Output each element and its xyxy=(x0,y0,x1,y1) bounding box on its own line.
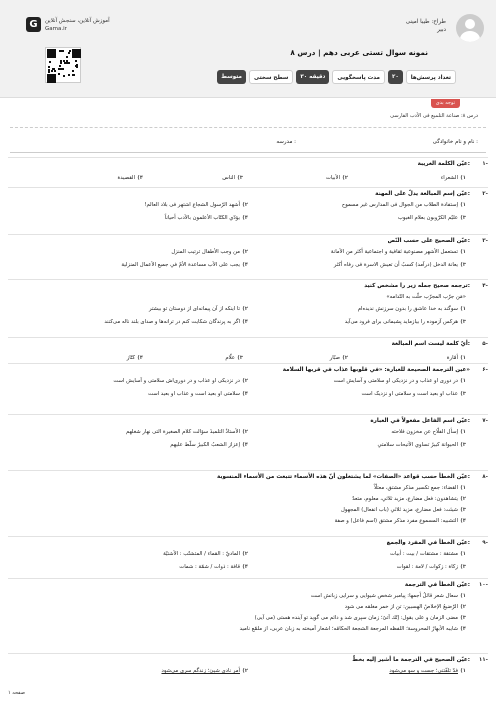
question-text: ترجمه صحیح جمله زیر را مشخص کنید: xyxy=(364,283,470,289)
answer-option[interactable] xyxy=(165,215,248,222)
question xyxy=(8,578,488,653)
option-text: إعزاز الشعبُ الکبيرُ سلّط عليهم xyxy=(170,442,240,448)
option-text: يجب على الأب مساعدة الأمّ في جميع الأعمال المنزلية xyxy=(121,262,240,268)
qr-module xyxy=(60,62,62,64)
option-number: ۳) xyxy=(460,391,466,397)
question-text: عيّن اسم الفاعل مفعولاً في العبارة: xyxy=(370,418,470,424)
designer-info xyxy=(406,18,446,34)
option-text: علّام xyxy=(225,355,235,361)
avatar xyxy=(456,14,484,42)
answer-option[interactable] xyxy=(447,355,466,362)
option-text: هرکس آزموده را بیازماید پشیمانی برای فرود می‌آید xyxy=(344,319,458,325)
brand-tagline: آموزش آنلاین، سنجش آنلاین xyxy=(45,18,110,24)
answer-option[interactable] xyxy=(104,319,248,326)
option-number: ۳) xyxy=(460,262,466,268)
answer-option[interactable] xyxy=(352,496,466,503)
answer-option[interactable] xyxy=(398,215,466,222)
option-text: عليّم الكرّوبون بعلام الغيوب xyxy=(397,215,458,221)
question-sentence: «مَن جرّب المجرّب حلّت به النّدامه» xyxy=(386,294,466,300)
answer-option[interactable] xyxy=(335,518,466,525)
option-number: ۱) xyxy=(460,355,466,361)
qr-module xyxy=(61,50,63,52)
option-text: سلامتی او بعید است و عذاب او بعید است xyxy=(148,391,240,397)
meta-label: مدت پاسخگویی xyxy=(332,70,385,84)
answer-option[interactable] xyxy=(148,391,248,398)
study-text: درس ۸: صناعة التلميع فی الأدب الفارسی xyxy=(390,113,478,119)
option-number: ۳) xyxy=(237,175,243,181)
answer-option[interactable] xyxy=(342,202,466,209)
option-number: ۴) xyxy=(242,564,248,570)
answer-option[interactable] xyxy=(334,378,466,385)
designer-name: طراح: طیبا امینی xyxy=(405,19,446,25)
option-number: ۱) xyxy=(460,378,466,384)
option-text: شيئت: فعل مضارع، مزيد ثلاثي (باب انفعال) المجهول xyxy=(341,507,458,513)
answer-option[interactable] xyxy=(163,551,248,558)
meta-value: متوسط xyxy=(217,70,246,84)
question-number: ۶- xyxy=(482,367,488,373)
qr-module xyxy=(69,50,71,52)
question-text: أيّ كلمة ليست اسم المبالغة: xyxy=(391,341,470,347)
meta-value: ۲۰ xyxy=(388,70,403,84)
answer-option[interactable] xyxy=(389,668,466,675)
option-number: ۲) xyxy=(242,249,248,255)
answer-option[interactable] xyxy=(222,175,243,182)
question xyxy=(8,157,488,187)
answer-option[interactable] xyxy=(127,355,143,362)
answer-option[interactable] xyxy=(390,551,466,558)
answer-option[interactable] xyxy=(225,355,243,362)
answer-option[interactable] xyxy=(171,249,248,256)
answer-option[interactable] xyxy=(144,202,248,209)
answer-option[interactable] xyxy=(117,175,143,182)
brand-site: Gama.ir xyxy=(45,26,67,32)
question-text: عيّن الصحيح على حسب النّص: xyxy=(387,238,470,244)
answer-option[interactable] xyxy=(113,378,248,385)
option-number: ۱) xyxy=(460,551,466,557)
option-number: ۱) xyxy=(460,202,466,208)
qr-module xyxy=(68,52,70,54)
question xyxy=(8,414,488,470)
qr-finder xyxy=(72,49,81,58)
option-number: ۲) xyxy=(460,604,466,610)
qr-module xyxy=(48,66,50,68)
option-text: سوگند به خدا عاشق را بدون سرزنش ندیده‌ام xyxy=(357,306,458,312)
option-number: ۳) xyxy=(460,507,466,513)
question-number: ۲- xyxy=(482,191,488,197)
option-text: فدّ تلفّتني؛ جست و سو می‌شود xyxy=(389,668,458,674)
answer-option[interactable] xyxy=(121,262,248,269)
answer-option[interactable] xyxy=(361,391,466,398)
qr-module xyxy=(66,56,68,58)
option-number: ۴) xyxy=(242,319,248,325)
divider xyxy=(10,152,486,153)
qr-module xyxy=(52,68,54,70)
option-number: ۳) xyxy=(460,615,466,621)
meta-label: سطح سختی xyxy=(249,70,293,84)
answer-option[interactable] xyxy=(397,564,466,571)
option-text: قافة : ذوات / شمّة : شمات xyxy=(179,564,240,570)
qr-module xyxy=(58,73,60,75)
option-text: يؤدّي الكتّاب الأعلمون بالأدب أحياناً xyxy=(164,215,240,221)
answer-option[interactable] xyxy=(334,262,466,269)
answer-option[interactable] xyxy=(391,429,466,436)
option-text: در دوری او عذاب و در نزدیکی او سلامتی و آسایش است xyxy=(333,378,458,384)
option-text: أمّارة xyxy=(446,355,458,361)
option-text: الأبيات xyxy=(325,175,340,181)
option-number: ۱) xyxy=(460,485,466,491)
qr-finder xyxy=(47,49,56,58)
option-text: التشبيه: المسموع مفرد مذکر مشتق (اسم فاعل) و صفة xyxy=(334,518,458,524)
question-number: ۳- xyxy=(482,238,488,244)
option-text: الحيوانة کبيرُ تساوي الأتيحات سلامتي xyxy=(377,442,458,448)
question-number: ۹- xyxy=(482,540,488,546)
answer-option[interactable] xyxy=(255,615,466,622)
qr-module xyxy=(68,74,70,76)
qr-module xyxy=(60,68,62,70)
option-number: ۳) xyxy=(460,564,466,570)
question-text: عيّن الخطأ في الترجمة: xyxy=(404,582,470,588)
option-text: يتشاهدون: فعل مضارع، مزيد ثلاثي، معلوم، متعدّ xyxy=(352,496,458,502)
option-number: ۲) xyxy=(342,175,348,181)
answer-option[interactable] xyxy=(161,668,248,675)
question-number: ۴- xyxy=(482,283,488,289)
answer-option[interactable] xyxy=(345,604,466,611)
qr-code-icon xyxy=(45,47,81,83)
option-text: أشهد الرّسول الشجاع اشتهر فی بلاد العالم! xyxy=(144,202,240,208)
answer-option[interactable] xyxy=(326,175,348,182)
option-text: الناس xyxy=(222,175,235,181)
option-number: ۴) xyxy=(460,518,466,524)
option-number: ۲) xyxy=(242,551,248,557)
option-text: مضى الزمان و على يقول: إنّك آتیٌ؛ زمان سپری شد و دائم می گوید تو آینده هستی (می آیی) xyxy=(254,615,458,621)
option-text: الشعراء xyxy=(440,175,458,181)
option-text: تا اینکه از آن پیمانه‌ای از دوستان تو بیشتر xyxy=(149,306,240,312)
question xyxy=(8,234,488,279)
option-number: ۱) xyxy=(460,175,466,181)
qr-module xyxy=(51,70,53,72)
question xyxy=(8,536,488,578)
qr-module xyxy=(54,70,56,72)
option-text: شايبه الأبهارُ المحروسة؛ اللفظه المرجعة الشجعة الحکامُه؛ اشعار آمیخته به زبان عربی، از ملمّع نامید xyxy=(239,626,458,632)
option-number: ۲) xyxy=(242,378,248,384)
question-text: عيّن الخطأ حسب قواعد «الصفات» لما يشتغلون أنّ هذه الأسماء تتبعث من الأسماء المنسوبة: xyxy=(216,474,470,480)
qr-module xyxy=(64,62,66,64)
option-number: ۲) xyxy=(460,496,466,502)
option-text: أمر نادي شیئ؛ زندگم سری می‌شود xyxy=(161,668,240,674)
divider xyxy=(10,127,486,128)
question-number: ۸- xyxy=(482,474,488,480)
option-number: ۲) xyxy=(242,306,248,312)
option-number: ۱) xyxy=(460,429,466,435)
option-number: ۴) xyxy=(242,391,248,397)
option-text: من وجب الأطفال ترتيب المنزل xyxy=(171,249,240,255)
qr-module xyxy=(72,74,74,76)
question-number: ۱- xyxy=(482,161,488,167)
question xyxy=(8,187,488,234)
question xyxy=(8,279,488,337)
option-number: ۱) xyxy=(460,306,466,312)
option-number: ۴) xyxy=(242,262,248,268)
option-number: ۲) xyxy=(242,202,248,208)
question-number: ۱۱- xyxy=(478,657,488,663)
qr-module xyxy=(68,62,70,64)
option-number: ۱) xyxy=(460,593,466,599)
option-text: إستفادة الطلاب من الجوال فی المدارس غیر مسموح xyxy=(341,202,458,208)
answer-option[interactable] xyxy=(441,175,466,182)
designer-role: دبیر xyxy=(437,27,446,33)
meta-label: تعداد پرسش‌ها xyxy=(406,70,456,84)
qr-module xyxy=(76,66,78,68)
question xyxy=(8,337,488,363)
question-text: عيّن الصحيح في الترجمة ما أشير إليه بخطّ: xyxy=(352,657,470,663)
option-number: ۱) xyxy=(460,668,466,674)
page-number: صفحه ۱ xyxy=(8,690,25,696)
qr-finder xyxy=(47,74,56,83)
qr-module xyxy=(48,71,50,73)
answer-option[interactable] xyxy=(126,429,248,436)
option-text: الرّضیعُ الإخلاصُ الهسبین: تن از خمر مغلقه می شود xyxy=(344,604,458,610)
answer-option[interactable] xyxy=(331,249,466,256)
exam-meta xyxy=(217,70,456,84)
option-number: ۴) xyxy=(137,355,143,361)
option-number: ۴) xyxy=(242,215,248,221)
question-number: ۷- xyxy=(482,418,488,424)
qr-module xyxy=(48,69,50,71)
option-number: ۱) xyxy=(460,249,466,255)
option-text: اگر به پرندگان شکایت کنم در ترانه‌ها و صدای بلند ناله می‌کنند xyxy=(104,319,240,325)
option-text: إسأل الفلّاح عن مخزون فلاحته xyxy=(391,429,458,435)
option-text: صبّار xyxy=(329,355,340,361)
name-label: نام و نام خانوادگی : xyxy=(432,139,478,145)
option-number: ۳) xyxy=(237,355,243,361)
option-text: تستعمل الأشهر مصنوعية ثقافية و اجتماعية أکثر من الأمانة xyxy=(330,249,458,255)
answer-option[interactable] xyxy=(345,319,466,326)
qr-module xyxy=(63,75,65,77)
question-text: عيّن الكلمة الغريبة: xyxy=(417,161,470,167)
question xyxy=(8,470,488,536)
option-text: الأستاذُ التلميذَ سؤالت کلام الصغيرة التی نهار شغلهم xyxy=(125,429,240,435)
answer-option[interactable] xyxy=(170,442,248,449)
qr-module xyxy=(62,68,64,70)
question xyxy=(8,653,488,690)
option-number: ۳) xyxy=(460,215,466,221)
option-text: كتّاز xyxy=(126,355,135,361)
page-title: نمونه سوال تستی عربی دهم | درس ۸ xyxy=(290,48,428,57)
gama-logo-icon: G xyxy=(26,17,41,32)
answer-option[interactable] xyxy=(330,355,348,362)
option-number: ۲) xyxy=(242,668,248,674)
question-text: عيّن الخطأ في المفرد والجمع: xyxy=(386,540,470,546)
question-text: عين الترجمة الصحيحة للعبارة: «في قلوبها عذاب في قربها السلامة» xyxy=(282,367,470,373)
option-text: سعال شعر قائلُ أجمها: پیامبر شخص شیوایی و سرایی زبانش است xyxy=(310,593,458,599)
brand[interactable] xyxy=(26,17,110,33)
answer-option[interactable] xyxy=(341,507,466,514)
option-text: القصيدة xyxy=(117,175,135,181)
study-badge: توجه بدی xyxy=(431,99,460,108)
qr-module xyxy=(72,70,74,72)
qr-module xyxy=(75,60,77,62)
header xyxy=(0,0,496,98)
option-number: ۳) xyxy=(460,319,466,325)
option-text: القضاء: جمع تکسير مذکر مشتق، معتلّاً xyxy=(374,485,458,491)
question-number: ۵- xyxy=(482,341,488,347)
option-number: ۲) xyxy=(342,355,348,361)
qr-module xyxy=(49,61,51,63)
option-text: عذاب او بعید است و سلامتی او نزدیک است xyxy=(361,391,458,397)
question-number: ۱۰- xyxy=(478,582,488,588)
answer-option[interactable] xyxy=(179,564,248,571)
option-number: ۲) xyxy=(242,429,248,435)
option-text: الماديّ : القماء / المتشنّب : الأشتيّة xyxy=(163,551,240,557)
option-number: ۴) xyxy=(137,175,143,181)
option-number: ۳) xyxy=(460,442,466,448)
answer-option[interactable] xyxy=(377,442,466,449)
school-label: مدرسه : xyxy=(276,139,296,145)
option-text: در نزدیکی او عذاب و در دوری‌اش سلامتی و آسایش است xyxy=(113,378,240,384)
answer-option[interactable] xyxy=(358,306,466,313)
option-number: ۴) xyxy=(460,626,466,632)
option-text: يعانة الدخل (درآمد) کسبُ أن تعیش الاسرة فی رفاه أکثر xyxy=(333,262,458,268)
question-text: عيّن إسم المبالغة يدلّ على المهنة: xyxy=(375,191,470,197)
answer-option[interactable] xyxy=(149,306,248,313)
answer-option[interactable] xyxy=(240,626,466,633)
qr-module xyxy=(59,65,61,67)
option-text: مشتقة : مشتقات / بيت : أبيات xyxy=(390,551,458,557)
meta-value: ۳۰ دقیقه xyxy=(296,70,329,84)
option-number: ۴) xyxy=(242,442,248,448)
answer-option[interactable] xyxy=(374,485,466,492)
answer-option[interactable] xyxy=(311,593,466,600)
question xyxy=(8,363,488,414)
option-text: زكاة : زكوات / لامة : لقوات xyxy=(396,564,458,570)
